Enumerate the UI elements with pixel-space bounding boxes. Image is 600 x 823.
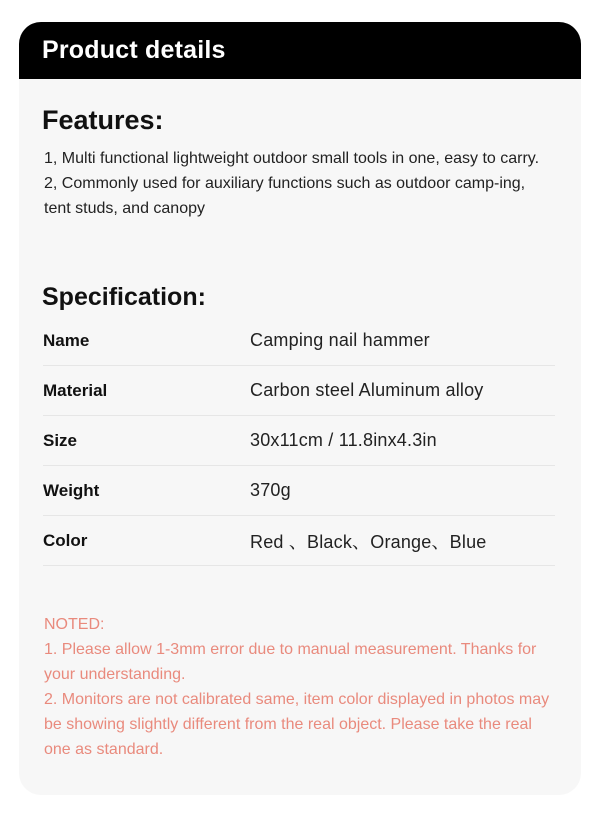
spec-row-color xyxy=(43,516,555,566)
spec-label: Material xyxy=(43,380,108,400)
product-details-card xyxy=(19,22,581,795)
feature-item: 1, Multi functional lightweight outdoor small tools in one, easy to carry. xyxy=(44,150,540,167)
spec-label: Name xyxy=(43,330,90,350)
card-title: Product details xyxy=(42,36,226,64)
notes-heading: NOTED: xyxy=(44,616,105,633)
notes-section xyxy=(44,612,559,762)
spec-row-material xyxy=(43,366,555,416)
card-header xyxy=(19,22,581,79)
note-item: 1. Please allow 1-3mm error due to manual measurement. Thanks for your understanding. xyxy=(44,641,537,683)
spec-value: 30x11cm / 11.8inx4.3in xyxy=(250,430,437,450)
specification-table xyxy=(43,316,555,566)
spec-label: Weight xyxy=(43,480,100,500)
spec-value: Camping nail hammer xyxy=(250,330,430,350)
specification-heading: Specification: xyxy=(42,283,206,311)
spec-label: Size xyxy=(43,430,78,450)
spec-value: 370g xyxy=(250,480,291,500)
features-list xyxy=(44,146,554,221)
spec-value: Red 、Black、Orange、Blue xyxy=(250,531,487,552)
spec-row-name xyxy=(43,316,555,366)
feature-item: 2, Commonly used for auxiliary functions such as outdoor camp-ing, tent studs, and canopy xyxy=(44,175,526,217)
note-item: 2. Monitors are not calibrated same, item color displayed in photos may be showing slightly different from the real object. Please take the real one as standard. xyxy=(44,691,550,758)
spec-row-weight xyxy=(43,466,555,516)
spec-value: Carbon steel Aluminum alloy xyxy=(250,380,484,400)
spec-label: Color xyxy=(43,530,88,550)
features-heading: Features: xyxy=(42,105,164,135)
spec-row-size xyxy=(43,416,555,466)
